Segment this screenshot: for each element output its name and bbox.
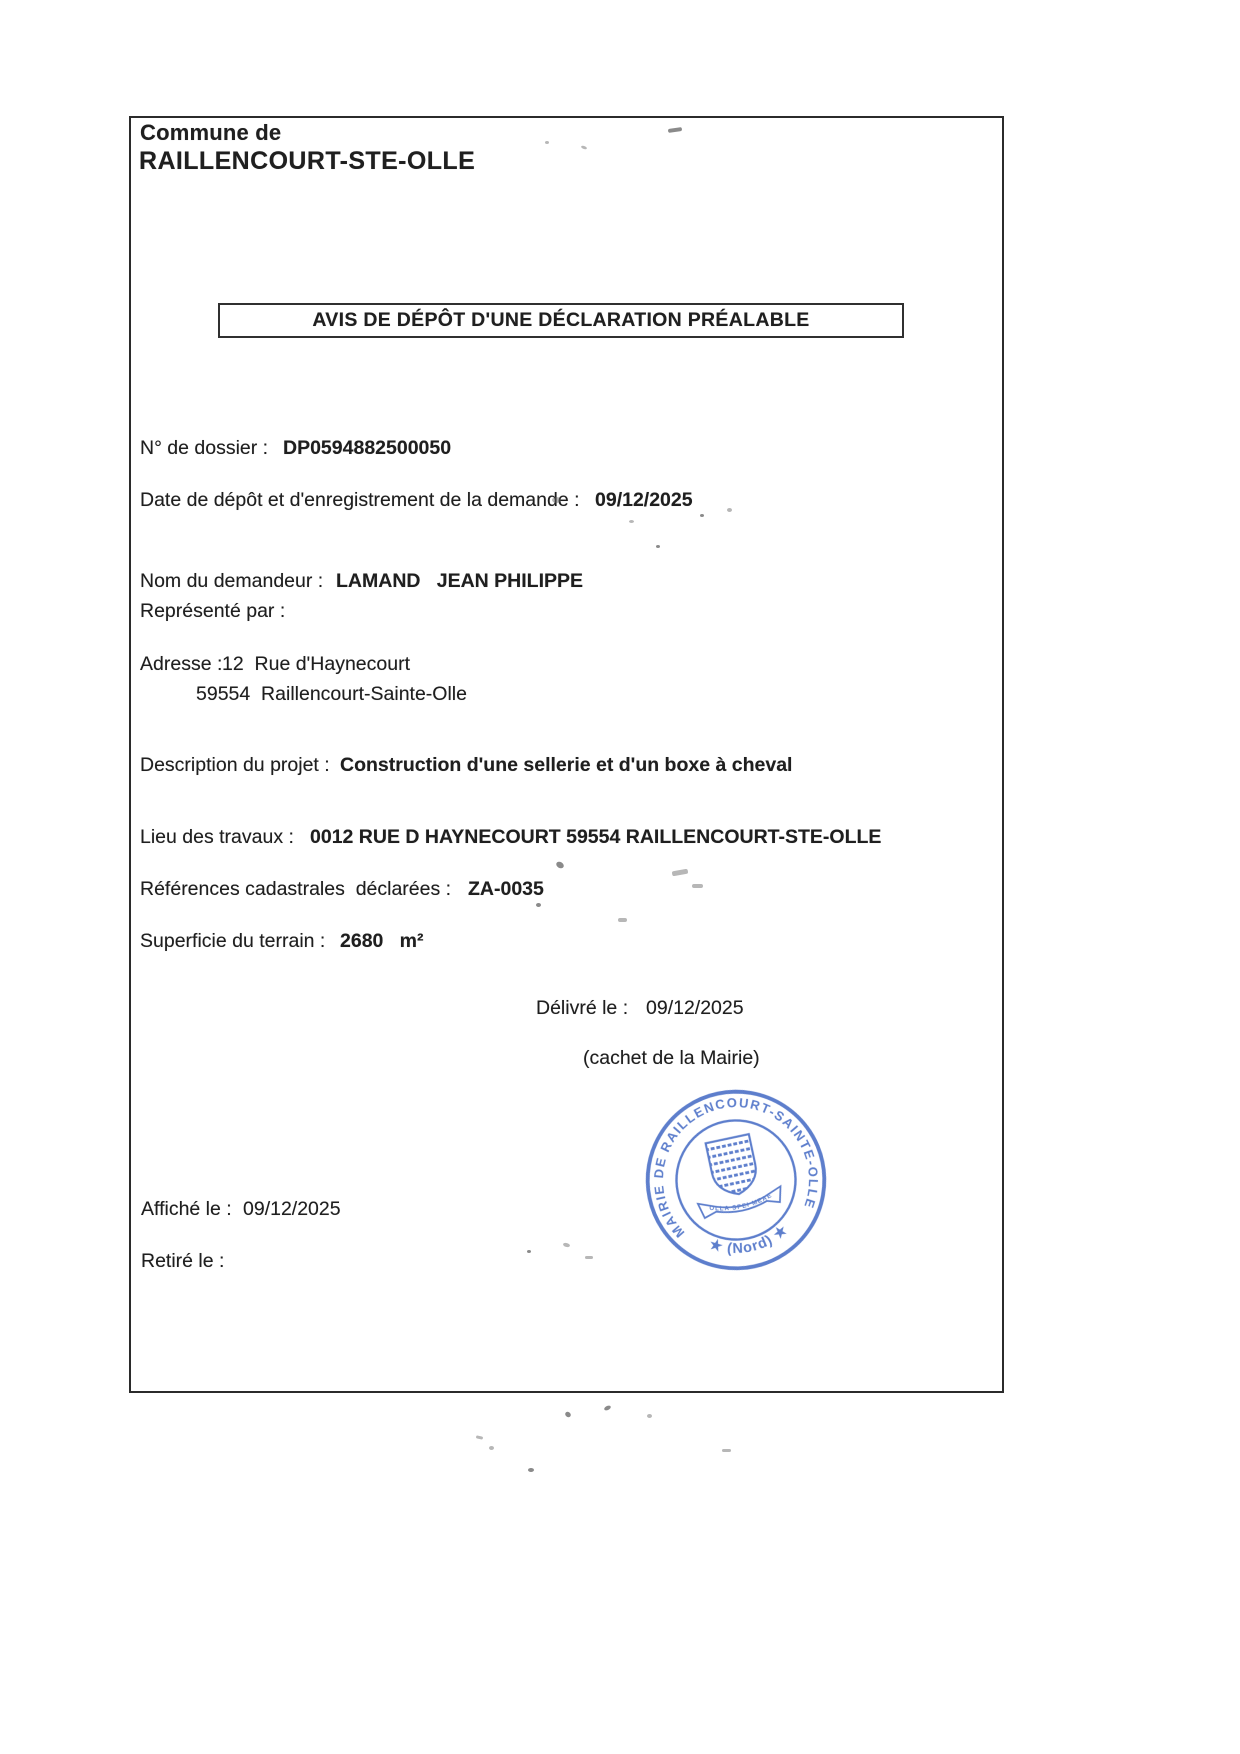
adresse-line2: 59554 Raillencourt-Sainte-Olle bbox=[196, 683, 467, 705]
scan-artifact bbox=[700, 514, 704, 517]
document-title: AVIS DE DÉPÔT D'UNE DÉCLARATION PRÉALABLE bbox=[312, 309, 810, 331]
document-title-box bbox=[218, 303, 904, 338]
dossier-row bbox=[140, 437, 452, 463]
retire-row bbox=[141, 1250, 225, 1276]
dossier-label: N° de dossier : bbox=[140, 437, 269, 459]
scan-artifact bbox=[727, 508, 732, 512]
scan-artifact bbox=[545, 141, 549, 144]
delivre-value: 09/12/2025 bbox=[646, 997, 744, 1019]
scan-artifact bbox=[603, 1405, 611, 1412]
description-label: Description du projet : bbox=[140, 754, 330, 776]
lieu-travaux-value: 0012 RUE D HAYNECOURT 59554 RAILLENCOURT-STE-OLLE bbox=[310, 826, 882, 848]
cadastre-value: ZA-0035 bbox=[468, 878, 544, 900]
superficie-value: 2680 m² bbox=[340, 930, 424, 952]
scan-artifact bbox=[528, 1468, 534, 1472]
date-depot-label: Date de dépôt et d'enregistrement de la demande : bbox=[140, 489, 580, 511]
scan-artifact bbox=[527, 1250, 531, 1253]
stamp-ring-text: MAIRIE DE RAILLENCOURT-SAINTE-OLLE bbox=[650, 1094, 822, 1241]
cadastre-label: Références cadastrales déclarées : bbox=[140, 878, 452, 900]
affiche-label: Affiché le : bbox=[141, 1198, 232, 1220]
mairie-stamp-svg bbox=[622, 1066, 850, 1294]
retire-label: Retiré le : bbox=[141, 1250, 225, 1272]
superficie-row bbox=[140, 930, 424, 956]
cachet-note-row bbox=[583, 1047, 760, 1073]
commune-header-line2: RAILLENCOURT-STE-OLLE bbox=[139, 147, 476, 175]
adresse-row2 bbox=[140, 683, 467, 709]
commune-header-line1: Commune de bbox=[140, 120, 282, 145]
scan-artifact bbox=[489, 1446, 494, 1450]
represente-label: Représenté par : bbox=[140, 600, 286, 622]
dossier-value: DP0594882500050 bbox=[283, 437, 452, 459]
superficie-label: Superficie du terrain : bbox=[140, 930, 326, 952]
description-row bbox=[140, 754, 793, 780]
scan-artifact bbox=[618, 918, 627, 922]
demandeur-value: LAMAND JEAN PHILIPPE bbox=[336, 570, 584, 592]
cachet-note: (cachet de la Mairie) bbox=[583, 1047, 760, 1069]
represente-row bbox=[140, 600, 286, 626]
scan-artifact bbox=[722, 1449, 731, 1452]
scan-artifact bbox=[585, 1256, 593, 1259]
lieu-travaux-label: Lieu des travaux : bbox=[140, 826, 294, 848]
date-depot-value: 09/12/2025 bbox=[595, 489, 693, 511]
affiche-row bbox=[141, 1198, 341, 1224]
adresse-line1: 12 Rue d'Haynecourt bbox=[222, 653, 411, 675]
delivre-row bbox=[536, 997, 744, 1023]
stamp-motto-text: OLLA SPEI MEAE bbox=[709, 1191, 774, 1213]
scan-artifact bbox=[552, 497, 561, 503]
date-depot-row bbox=[140, 489, 693, 515]
scan-artifact bbox=[536, 903, 541, 907]
cadastre-row bbox=[140, 878, 544, 904]
demandeur-label: Nom du demandeur : bbox=[140, 570, 324, 592]
stamp-shield-hatching bbox=[705, 1140, 762, 1195]
adresse-label: Adresse : bbox=[140, 653, 223, 675]
lieu-travaux-row bbox=[140, 826, 882, 852]
mairie-stamp bbox=[622, 1066, 850, 1294]
description-value: Construction d'une sellerie et d'un boxe à cheval bbox=[340, 754, 793, 776]
delivre-label: Délivré le : bbox=[536, 997, 629, 1019]
scan-artifact bbox=[692, 884, 703, 888]
stamp-nord-text: ★ (Nord) ★ bbox=[707, 1221, 792, 1258]
demandeur-row bbox=[140, 570, 584, 596]
scan-artifact bbox=[656, 545, 660, 548]
adresse-row bbox=[140, 653, 411, 679]
scan-artifact bbox=[647, 1414, 652, 1418]
affiche-value: 09/12/2025 bbox=[243, 1198, 341, 1220]
scan-artifact bbox=[564, 1411, 572, 1419]
scan-artifact bbox=[476, 1435, 483, 1439]
scan-artifact bbox=[629, 520, 634, 523]
